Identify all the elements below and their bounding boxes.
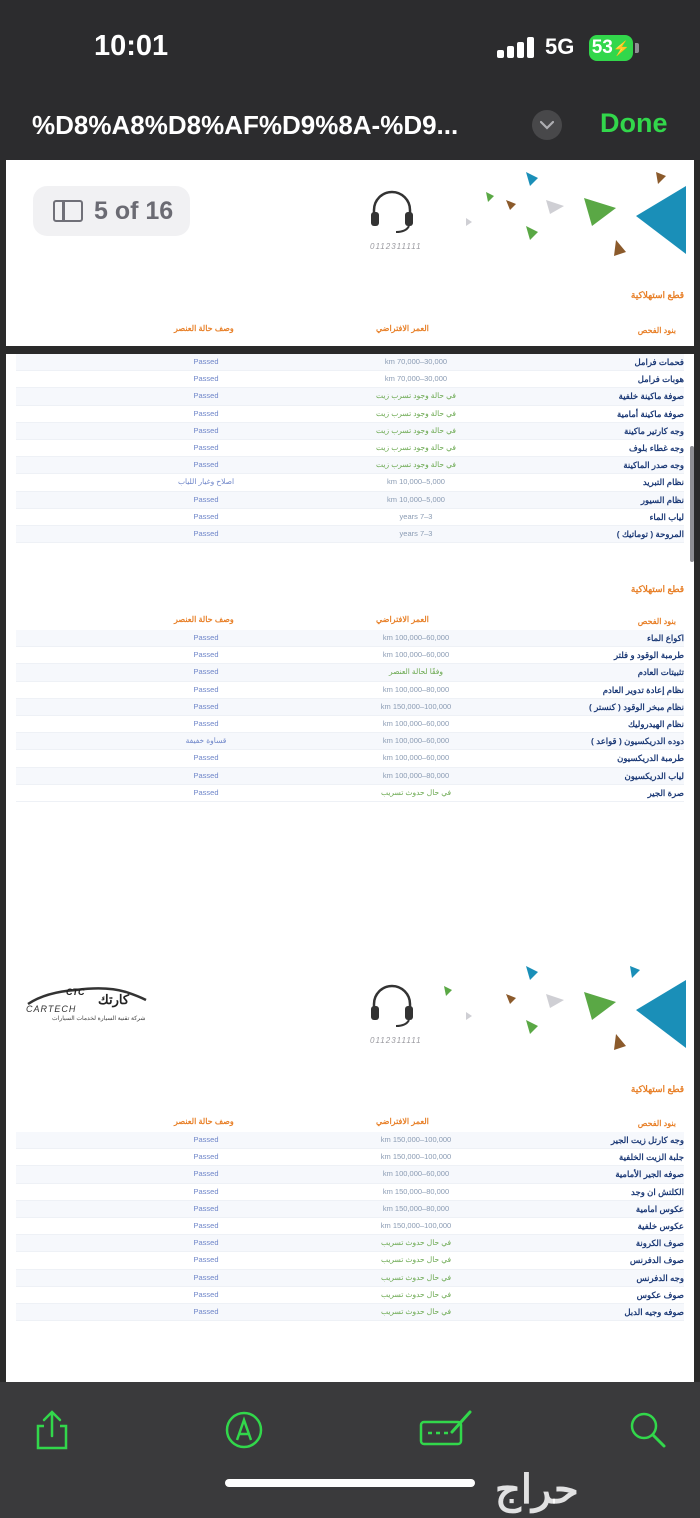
cell-default-life: وفقًا لحالة العنصر xyxy=(388,667,444,677)
headset-icon xyxy=(368,984,416,1028)
table-row xyxy=(16,371,684,388)
table-row xyxy=(16,509,684,526)
cell-item-name: اكواع الماء xyxy=(646,633,684,643)
cell-default-life: km 100,000–80,000 xyxy=(382,770,450,780)
cell-status: Passed xyxy=(193,1238,219,1248)
cell-status: Passed xyxy=(193,443,219,452)
cell-status: Passed xyxy=(193,753,219,763)
table-row xyxy=(16,423,684,440)
signature-icon[interactable] xyxy=(418,1408,474,1452)
cell-default-life: في حال حدوث تسريب xyxy=(380,787,452,797)
cell-status: Passed xyxy=(193,633,219,642)
table-row xyxy=(16,647,684,664)
cell-default-life: km 70,000–30,000 xyxy=(384,357,448,366)
cell-status: Passed xyxy=(193,494,219,504)
cell-item-name: نظام التبريد xyxy=(642,477,684,488)
cell-item-name: دوده الدريكسيون ( قواعد ) xyxy=(591,736,684,747)
cell-default-life: years 7–3 xyxy=(399,511,433,521)
cell-item-name: صوفة ماكينة خلفية xyxy=(618,391,684,402)
bottom-toolbar xyxy=(0,1382,700,1518)
cell-default-life: km 10,000–5,000 xyxy=(387,494,445,504)
table-row xyxy=(16,440,684,457)
haraj-watermark: حراج xyxy=(495,1468,579,1512)
pdf-page xyxy=(6,354,694,1382)
car-silhouette-icon xyxy=(26,984,148,1006)
table-row xyxy=(16,1252,684,1269)
cell-default-life: km 100,000–60,000 xyxy=(382,650,450,660)
table-row xyxy=(16,1270,684,1287)
cell-status: Passed xyxy=(193,701,219,711)
section-title: قطع استهلاكية xyxy=(630,1084,684,1094)
cell-item-name: وجه كارتير ماكينة xyxy=(624,425,684,436)
cell-status: Passed xyxy=(193,650,219,660)
cell-status: Passed xyxy=(193,511,219,521)
cell-default-life: km 100,000–80,000 xyxy=(382,684,450,694)
table-row xyxy=(16,526,684,543)
cell-item-name: وجه الدفرنس xyxy=(636,1272,684,1283)
cell-item-name: صوف عكوس xyxy=(636,1289,684,1300)
cell-default-life: في حال حدوث تسريب xyxy=(380,1272,452,1282)
table-row xyxy=(16,474,684,491)
support-phone: 0112311111 xyxy=(370,1036,422,1045)
cell-item-name: صوفه وجيه الدبل xyxy=(624,1307,684,1317)
table-row xyxy=(16,1184,684,1201)
cell-status: Passed xyxy=(193,770,219,780)
cell-default-life: في حالة وجود تسرب زيت xyxy=(376,425,456,435)
column-header-status: وصف حالة العنصر xyxy=(174,1117,234,1126)
cell-default-life: km 100,000–60,000 xyxy=(382,1169,450,1179)
column-header-default-life: العمر الافتراضي xyxy=(376,615,429,624)
battery-icon: 53⚡ xyxy=(589,35,633,61)
cell-item-name: نظام مبخر الوقود ( كنستر ) xyxy=(589,701,684,712)
cell-status: Passed xyxy=(193,1186,219,1196)
sidebar-icon xyxy=(53,200,83,222)
table-row xyxy=(16,785,684,802)
cell-default-life: km 70,000–30,000 xyxy=(384,374,448,384)
table-row xyxy=(16,1166,684,1183)
column-header-default-life: العمر الافتراضي xyxy=(376,324,429,333)
cell-status: Passed xyxy=(193,460,219,470)
table-row xyxy=(16,1132,684,1149)
cell-status: Passed xyxy=(193,1307,219,1316)
cell-item-name: صوفة ماكينة أمامية xyxy=(616,408,684,419)
cell-status: Passed xyxy=(193,1289,219,1299)
cell-default-life: km 150,000–80,000 xyxy=(382,1203,450,1213)
cellular-signal-icon xyxy=(497,36,535,58)
status-time: 10:01 xyxy=(94,30,169,62)
document-nav-bar xyxy=(0,90,700,160)
document-viewer[interactable] xyxy=(0,160,700,1382)
cell-default-life: km 10,000–5,000 xyxy=(387,477,445,487)
table-row xyxy=(16,1149,684,1166)
cell-item-name: وجه غطاء بلوف xyxy=(628,443,684,453)
column-header-item: بنود الفحص xyxy=(637,1119,676,1128)
cell-default-life: km 100,000–60,000 xyxy=(382,719,450,728)
cell-item-name: جلبة الزيت الخلفية xyxy=(619,1152,684,1163)
table-row xyxy=(16,406,684,423)
chevron-down-icon xyxy=(540,120,554,130)
cell-status: Passed xyxy=(193,1203,219,1213)
cartech-logo xyxy=(26,984,156,1028)
cell-item-name: لياب الدريكسيون xyxy=(624,770,684,781)
cell-status: Passed xyxy=(193,1272,219,1282)
cell-item-name: تثبيتات العادم xyxy=(637,667,684,678)
cell-item-name: طرمبة الدريكسيون xyxy=(617,753,684,764)
pdf-page xyxy=(6,1346,694,1382)
cell-status: Passed xyxy=(193,391,219,401)
cell-default-life: في حالة وجود تسرب زيت xyxy=(376,408,456,418)
cell-status: Passed xyxy=(193,787,219,797)
support-phone: 0112311111 xyxy=(370,242,422,251)
page-indicator[interactable] xyxy=(33,186,190,236)
cartech-subtitle: شركة تقنية السيارة لخدمات السيارات xyxy=(52,1016,146,1022)
battery-level: 53 xyxy=(591,37,613,58)
cell-item-name: نظام السيور xyxy=(640,494,684,505)
share-icon[interactable] xyxy=(30,1408,74,1452)
brand-triangles-logo xyxy=(426,166,686,262)
column-header-item: بنود الفحص xyxy=(637,617,676,626)
cell-item-name: هوبات فرامل xyxy=(637,374,684,385)
cell-item-name: المروحة ( توماتيك ) xyxy=(616,529,684,539)
cell-default-life: km 150,000–100,000 xyxy=(380,1135,452,1144)
cell-item-name: عكوس خلفية xyxy=(637,1221,684,1231)
cell-status: Passed xyxy=(193,1255,219,1265)
cartech-arabic-name: كارتك xyxy=(98,992,130,1007)
cell-status: Passed xyxy=(193,1135,219,1144)
home-indicator[interactable] xyxy=(225,1479,475,1487)
cell-status: Passed xyxy=(193,529,219,538)
table-row xyxy=(16,768,684,785)
cell-status: Passed xyxy=(193,374,219,384)
cell-item-name: صرة الجير xyxy=(647,787,684,798)
cell-item-name: صوف الدفرنس xyxy=(629,1255,684,1266)
cell-default-life: في حالة وجود تسرب زيت xyxy=(376,460,456,470)
cell-item-name: عكوس امامية xyxy=(635,1203,684,1214)
document-title[interactable]: %D8%A8%D8%AF%D9%8A-%D9... xyxy=(32,110,459,140)
cell-default-life: في حال حدوث تسريب xyxy=(380,1307,452,1316)
column-header-status: وصف حالة العنصر xyxy=(174,615,234,624)
cell-default-life: في حال حدوث تسريب xyxy=(380,1238,452,1248)
cell-status: Passed xyxy=(193,1152,219,1162)
cartech-english-name: CARTECH xyxy=(26,1004,77,1014)
cell-status: Passed xyxy=(193,719,219,728)
cell-default-life: في حالة وجود تسرب زيت xyxy=(376,391,456,401)
vertical-scrollbar[interactable] xyxy=(690,446,694,562)
table-row xyxy=(16,1287,684,1304)
column-header-default-life: العمر الافتراضي xyxy=(376,1117,429,1126)
cell-default-life: km 150,000–100,000 xyxy=(380,701,452,711)
cell-status: اصلاح وغيار اللياب xyxy=(177,477,235,487)
cell-item-name: نظام إعادة تدوير العادم xyxy=(602,684,684,695)
cell-status: Passed xyxy=(193,684,219,694)
table-row xyxy=(16,388,684,405)
cell-default-life: km 150,000–100,000 xyxy=(380,1152,452,1162)
table-row xyxy=(16,699,684,716)
table-row xyxy=(16,664,684,681)
cell-item-name: صوفه الجير الأمامية xyxy=(615,1169,684,1180)
cell-item-name: نظام الهيدروليك xyxy=(628,719,684,729)
cell-status: Passed xyxy=(193,1221,219,1230)
section-title: قطع استهلاكية xyxy=(630,290,684,300)
table-row xyxy=(16,1235,684,1252)
table-row xyxy=(16,630,684,647)
cell-default-life: years 7–3 xyxy=(399,529,433,538)
table-row xyxy=(16,682,684,699)
table-row xyxy=(16,457,684,474)
cell-status: قساوة خفيفة xyxy=(185,736,227,746)
cell-default-life: km 100,000–60,000 xyxy=(382,753,450,763)
cell-status: Passed xyxy=(193,425,219,435)
cell-item-name: وجه صدر الماكينة xyxy=(623,460,684,471)
markup-icon[interactable] xyxy=(222,1408,266,1452)
cell-item-name: الكلتش ان وجد xyxy=(630,1186,684,1197)
title-menu-button[interactable] xyxy=(532,110,562,140)
cell-item-name: فحمات فرامل xyxy=(634,357,684,367)
cell-status: Passed xyxy=(193,1169,219,1179)
search-icon[interactable] xyxy=(626,1408,670,1452)
network-type: 5G xyxy=(545,34,575,59)
cartech-ctc: CTC xyxy=(66,987,85,997)
column-header-item: بنود الفحص xyxy=(637,326,676,335)
cell-item-name: لياب الماء xyxy=(649,511,684,522)
cell-status: Passed xyxy=(193,357,219,366)
cell-default-life: في حال حدوث تسريب xyxy=(380,1289,452,1299)
table-row xyxy=(16,716,684,733)
status-bar xyxy=(0,0,700,90)
table-row xyxy=(16,750,684,767)
cell-default-life: في حال حدوث تسريب xyxy=(380,1255,452,1265)
cell-default-life: km 100,000–60,000 xyxy=(382,736,450,746)
battery-tip xyxy=(635,43,639,53)
cell-item-name: طرمبة الوقود و فلتر xyxy=(613,650,684,661)
cell-status: Passed xyxy=(193,408,219,418)
table-row xyxy=(16,733,684,750)
table-row xyxy=(16,1201,684,1218)
cell-default-life: km 150,000–100,000 xyxy=(380,1221,452,1230)
cell-default-life: km 150,000–80,000 xyxy=(382,1186,450,1196)
cell-status: Passed xyxy=(193,667,219,677)
cell-default-life: في حالة وجود تسرب زيت xyxy=(376,443,456,452)
table-row xyxy=(16,354,684,371)
table-row xyxy=(16,492,684,509)
cell-item-name: صوف الكرونة xyxy=(635,1238,684,1249)
cell-item-name: وجه كارتل زيت الجير xyxy=(610,1135,684,1145)
table-row xyxy=(16,1218,684,1235)
table-row xyxy=(16,1304,684,1321)
cell-default-life: km 100,000–60,000 xyxy=(382,633,450,642)
section-title: قطع استهلاكية xyxy=(630,584,684,594)
column-header-status: وصف حالة العنصر xyxy=(174,324,234,333)
page-indicator-text: 5 of 16 xyxy=(94,197,174,225)
headset-icon xyxy=(368,190,416,234)
done-button[interactable]: Done xyxy=(600,108,668,138)
brand-triangles-logo xyxy=(426,960,686,1056)
